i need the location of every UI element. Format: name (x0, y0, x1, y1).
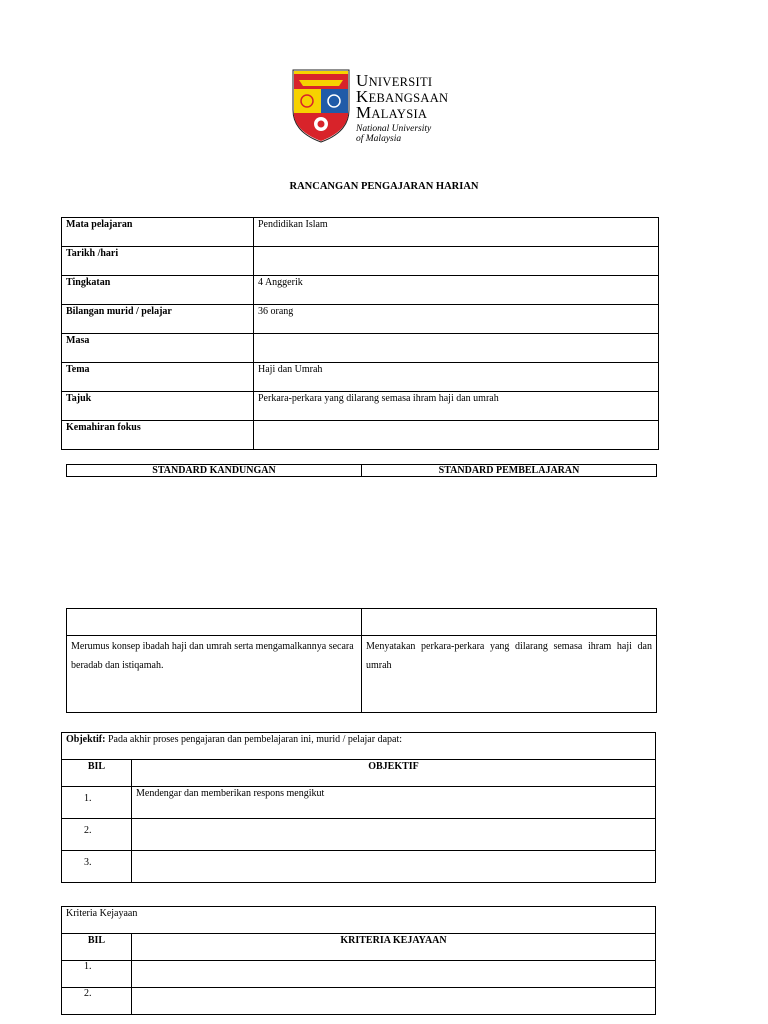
table-row (62, 934, 656, 961)
info-label: Masa (62, 334, 254, 363)
objektif-bil: 3. (62, 851, 132, 883)
info-label: Tajuk (62, 392, 254, 421)
standard-kandungan-text: Merumus konsep ibadah haji dan umrah serta mengamalkannya secara beradab dan istiqamah. (67, 636, 362, 713)
table-row (62, 988, 656, 1015)
table-row (62, 819, 656, 851)
document-title: RANCANGAN PENGAJARAN HARIAN (289, 181, 479, 192)
objektif-label: Objektif: (66, 734, 106, 745)
table-row (67, 465, 657, 477)
table-row (62, 247, 659, 276)
university-english-line-2: of Malaysia (356, 134, 402, 144)
table-row (62, 392, 659, 421)
info-value: Perkara-perkara yang dilarang semasa ihram haji dan umrah (254, 392, 659, 421)
kriteria-column-header: KRITERIA KEJAYAAN (132, 934, 656, 961)
table-row (62, 760, 656, 787)
table-row (62, 907, 656, 934)
info-value (254, 334, 659, 363)
university-name-line-1: UNIVERSITI (356, 71, 433, 90)
kriteria-text (132, 988, 656, 1015)
kriteria-bil-header: BIL (62, 934, 132, 961)
university-english-line-1: National University (356, 124, 432, 134)
kriteria-label: Kriteria Kejayaan (62, 907, 656, 934)
standards-content-table (66, 608, 657, 713)
info-label: Mata pelajaran (62, 218, 254, 247)
objektif-intro-text: Pada akhir proses pengajaran dan pembelajaran ini, murid / pelajar dapat: (105, 734, 403, 745)
university-logo (291, 66, 449, 146)
objektif-bil: 2. (62, 819, 132, 851)
kriteria-table (61, 906, 656, 1015)
objektif-text (132, 851, 656, 883)
table-row (62, 334, 659, 363)
objektif-text (132, 819, 656, 851)
table-row (62, 851, 656, 883)
table-row (62, 961, 656, 988)
table-row (62, 276, 659, 305)
lesson-info-table (61, 217, 659, 450)
objektif-intro (62, 733, 656, 760)
objektif-bil-header: BIL (62, 760, 132, 787)
empty-cell (362, 609, 657, 636)
table-row (62, 421, 659, 450)
table-row (62, 218, 659, 247)
standard-pembelajaran-text: Menyatakan perkara-perkara yang dilarang semasa ihram haji dan umrah (362, 636, 657, 713)
table-row (67, 636, 657, 713)
info-value: 36 orang (254, 305, 659, 334)
university-name-line-2: KEBANGSAAN (356, 87, 449, 106)
standard-pembelajaran-header: STANDARD PEMBELAJARAN (362, 465, 657, 477)
table-row (62, 787, 656, 819)
table-row (67, 609, 657, 636)
kriteria-bil: 1. (62, 961, 132, 988)
empty-cell (67, 609, 362, 636)
info-label: Kemahiran fokus (62, 421, 254, 450)
kriteria-text (132, 961, 656, 988)
info-label: Tema (62, 363, 254, 392)
info-value: Pendidikan Islam (254, 218, 659, 247)
university-name-line-3: MALAYSIA (356, 103, 428, 122)
table-row (62, 733, 656, 760)
info-value (254, 247, 659, 276)
objektif-column-header: OBJEKTIF (132, 760, 656, 787)
table-row (62, 363, 659, 392)
standards-header-table (66, 464, 657, 477)
objektif-table (61, 732, 656, 883)
ukm-crest-icon (291, 66, 351, 144)
info-value: 4 Anggerik (254, 276, 659, 305)
info-label: Tingkatan (62, 276, 254, 305)
university-name (356, 72, 448, 144)
kriteria-bil: 2. (62, 988, 132, 1015)
objektif-text: Mendengar dan memberikan respons mengikut (132, 787, 656, 819)
objektif-bil: 1. (62, 787, 132, 819)
standard-kandungan-header: STANDARD KANDUNGAN (67, 465, 362, 477)
info-value: Haji dan Umrah (254, 363, 659, 392)
info-label: Bilangan murid / pelajar (62, 305, 254, 334)
info-label: Tarikh /hari (62, 247, 254, 276)
info-value (254, 421, 659, 450)
table-row (62, 305, 659, 334)
